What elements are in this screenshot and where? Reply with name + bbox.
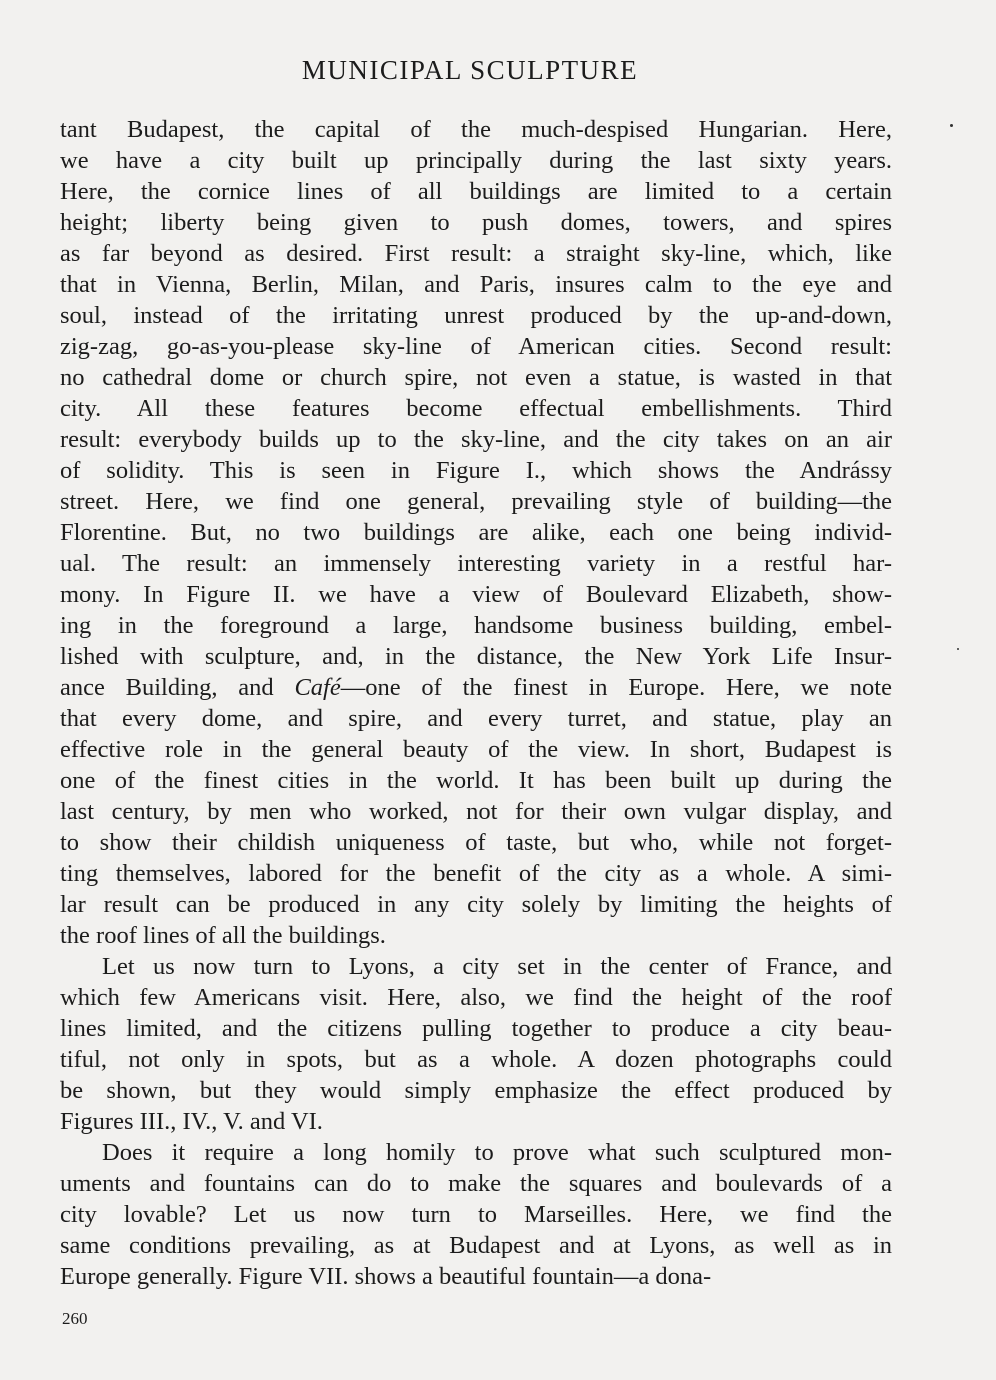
- text-line: effective role in the general beauty of the view. In short, Budapest is: [60, 736, 892, 763]
- text-line: the roof lines of all the buildings.: [60, 922, 386, 949]
- paragraph: [60, 114, 892, 951]
- text-line: mony. In Figure II. we have a view of Boulevard Elizabeth, show-: [60, 581, 892, 608]
- text-line: be shown, but they would simply emphasize the effect produced by: [60, 1077, 892, 1104]
- text-line: of solidity. This is seen in Figure I., which shows the Andrássy: [60, 457, 892, 484]
- text-line: street. Here, we find one general, prevailing style of building—the: [60, 488, 892, 515]
- page-speck: [950, 124, 953, 127]
- text-line: ance Building, and Café—one of the finest in Europe. Here, we note: [60, 674, 892, 701]
- body-text: [60, 114, 892, 1292]
- paragraph: [60, 951, 892, 1137]
- text-line: ing in the foreground a large, handsome business building, embel-: [60, 612, 892, 639]
- text-line: to show their childish uniqueness of taste, but who, while not forget-: [60, 829, 892, 856]
- text-line: Let us now turn to Lyons, a city set in the center of France, and: [102, 953, 892, 980]
- text-line: that in Vienna, Berlin, Milan, and Paris, insures calm to the eye and: [60, 271, 892, 298]
- text-line: uments and fountains can do to make the squares and boulevards of a: [60, 1170, 892, 1197]
- text-line: that every dome, and spire, and every turret, and statue, play an: [60, 705, 892, 732]
- text-line: result: everybody builds up to the sky-line, and the city takes on an air: [60, 426, 892, 453]
- text-line: as far beyond as desired. First result: a straight sky-line, which, like: [60, 240, 892, 267]
- text-line: city lovable? Let us now turn to Marseilles. Here, we find the: [60, 1201, 892, 1228]
- text-line: same conditions prevailing, as at Budapest and at Lyons, as well as in: [60, 1232, 892, 1259]
- text-line: height; liberty being given to push domes, towers, and spires: [60, 209, 892, 236]
- text-line: ting themselves, labored for the benefit of the city as a whole. A simi-: [60, 860, 892, 887]
- text-line: Florentine. But, no two buildings are alike, each one being individ-: [60, 519, 892, 546]
- page-number: 260: [62, 1309, 88, 1328]
- text-line: zig-zag, go-as-you-please sky-line of American cities. Second result:: [60, 333, 892, 360]
- text-line: no cathedral dome or church spire, not even a statue, is wasted in that: [60, 364, 892, 391]
- text-line: lines limited, and the citizens pulling together to produce a city beau-: [60, 1015, 892, 1042]
- text-line: soul, instead of the irritating unrest produced by the up-and-down,: [60, 302, 892, 329]
- running-head: MUNICIPAL SCULPTURE: [301, 55, 639, 85]
- text-line: Does it require a long homily to prove what such sculptured mon-: [102, 1139, 892, 1166]
- text-line: Europe generally. Figure VII. shows a beautiful fountain—a dona-: [60, 1263, 712, 1290]
- text-line: lar result can be produced in any city solely by limiting the heights of: [60, 891, 892, 918]
- text-line: Figures III., IV., V. and VI.: [60, 1108, 323, 1135]
- text-line: we have a city built up principally during the last sixty years.: [60, 147, 892, 174]
- text-line: last century, by men who worked, not for their own vulgar display, and: [60, 798, 892, 825]
- text-line: ual. The result: an immensely interesting variety in a restful har-: [60, 550, 892, 577]
- text-line: city. All these features become effectual embellishments. Third: [60, 395, 892, 422]
- text-line: which few Americans visit. Here, also, we find the height of the roof: [60, 984, 892, 1011]
- text-line: tiful, not only in spots, but as a whole. A dozen photographs could: [60, 1046, 892, 1073]
- paragraph: [60, 1137, 892, 1292]
- text-line: lished with sculpture, and, in the distance, the New York Life Insur-: [60, 643, 892, 670]
- text-line: Here, the cornice lines of all buildings are limited to a certain: [60, 178, 892, 205]
- page-speck: [957, 648, 959, 650]
- text-line: tant Budapest, the capital of the much-despised Hungarian. Here,: [60, 116, 892, 143]
- text-line: one of the finest cities in the world. It has been built up during the: [60, 767, 892, 794]
